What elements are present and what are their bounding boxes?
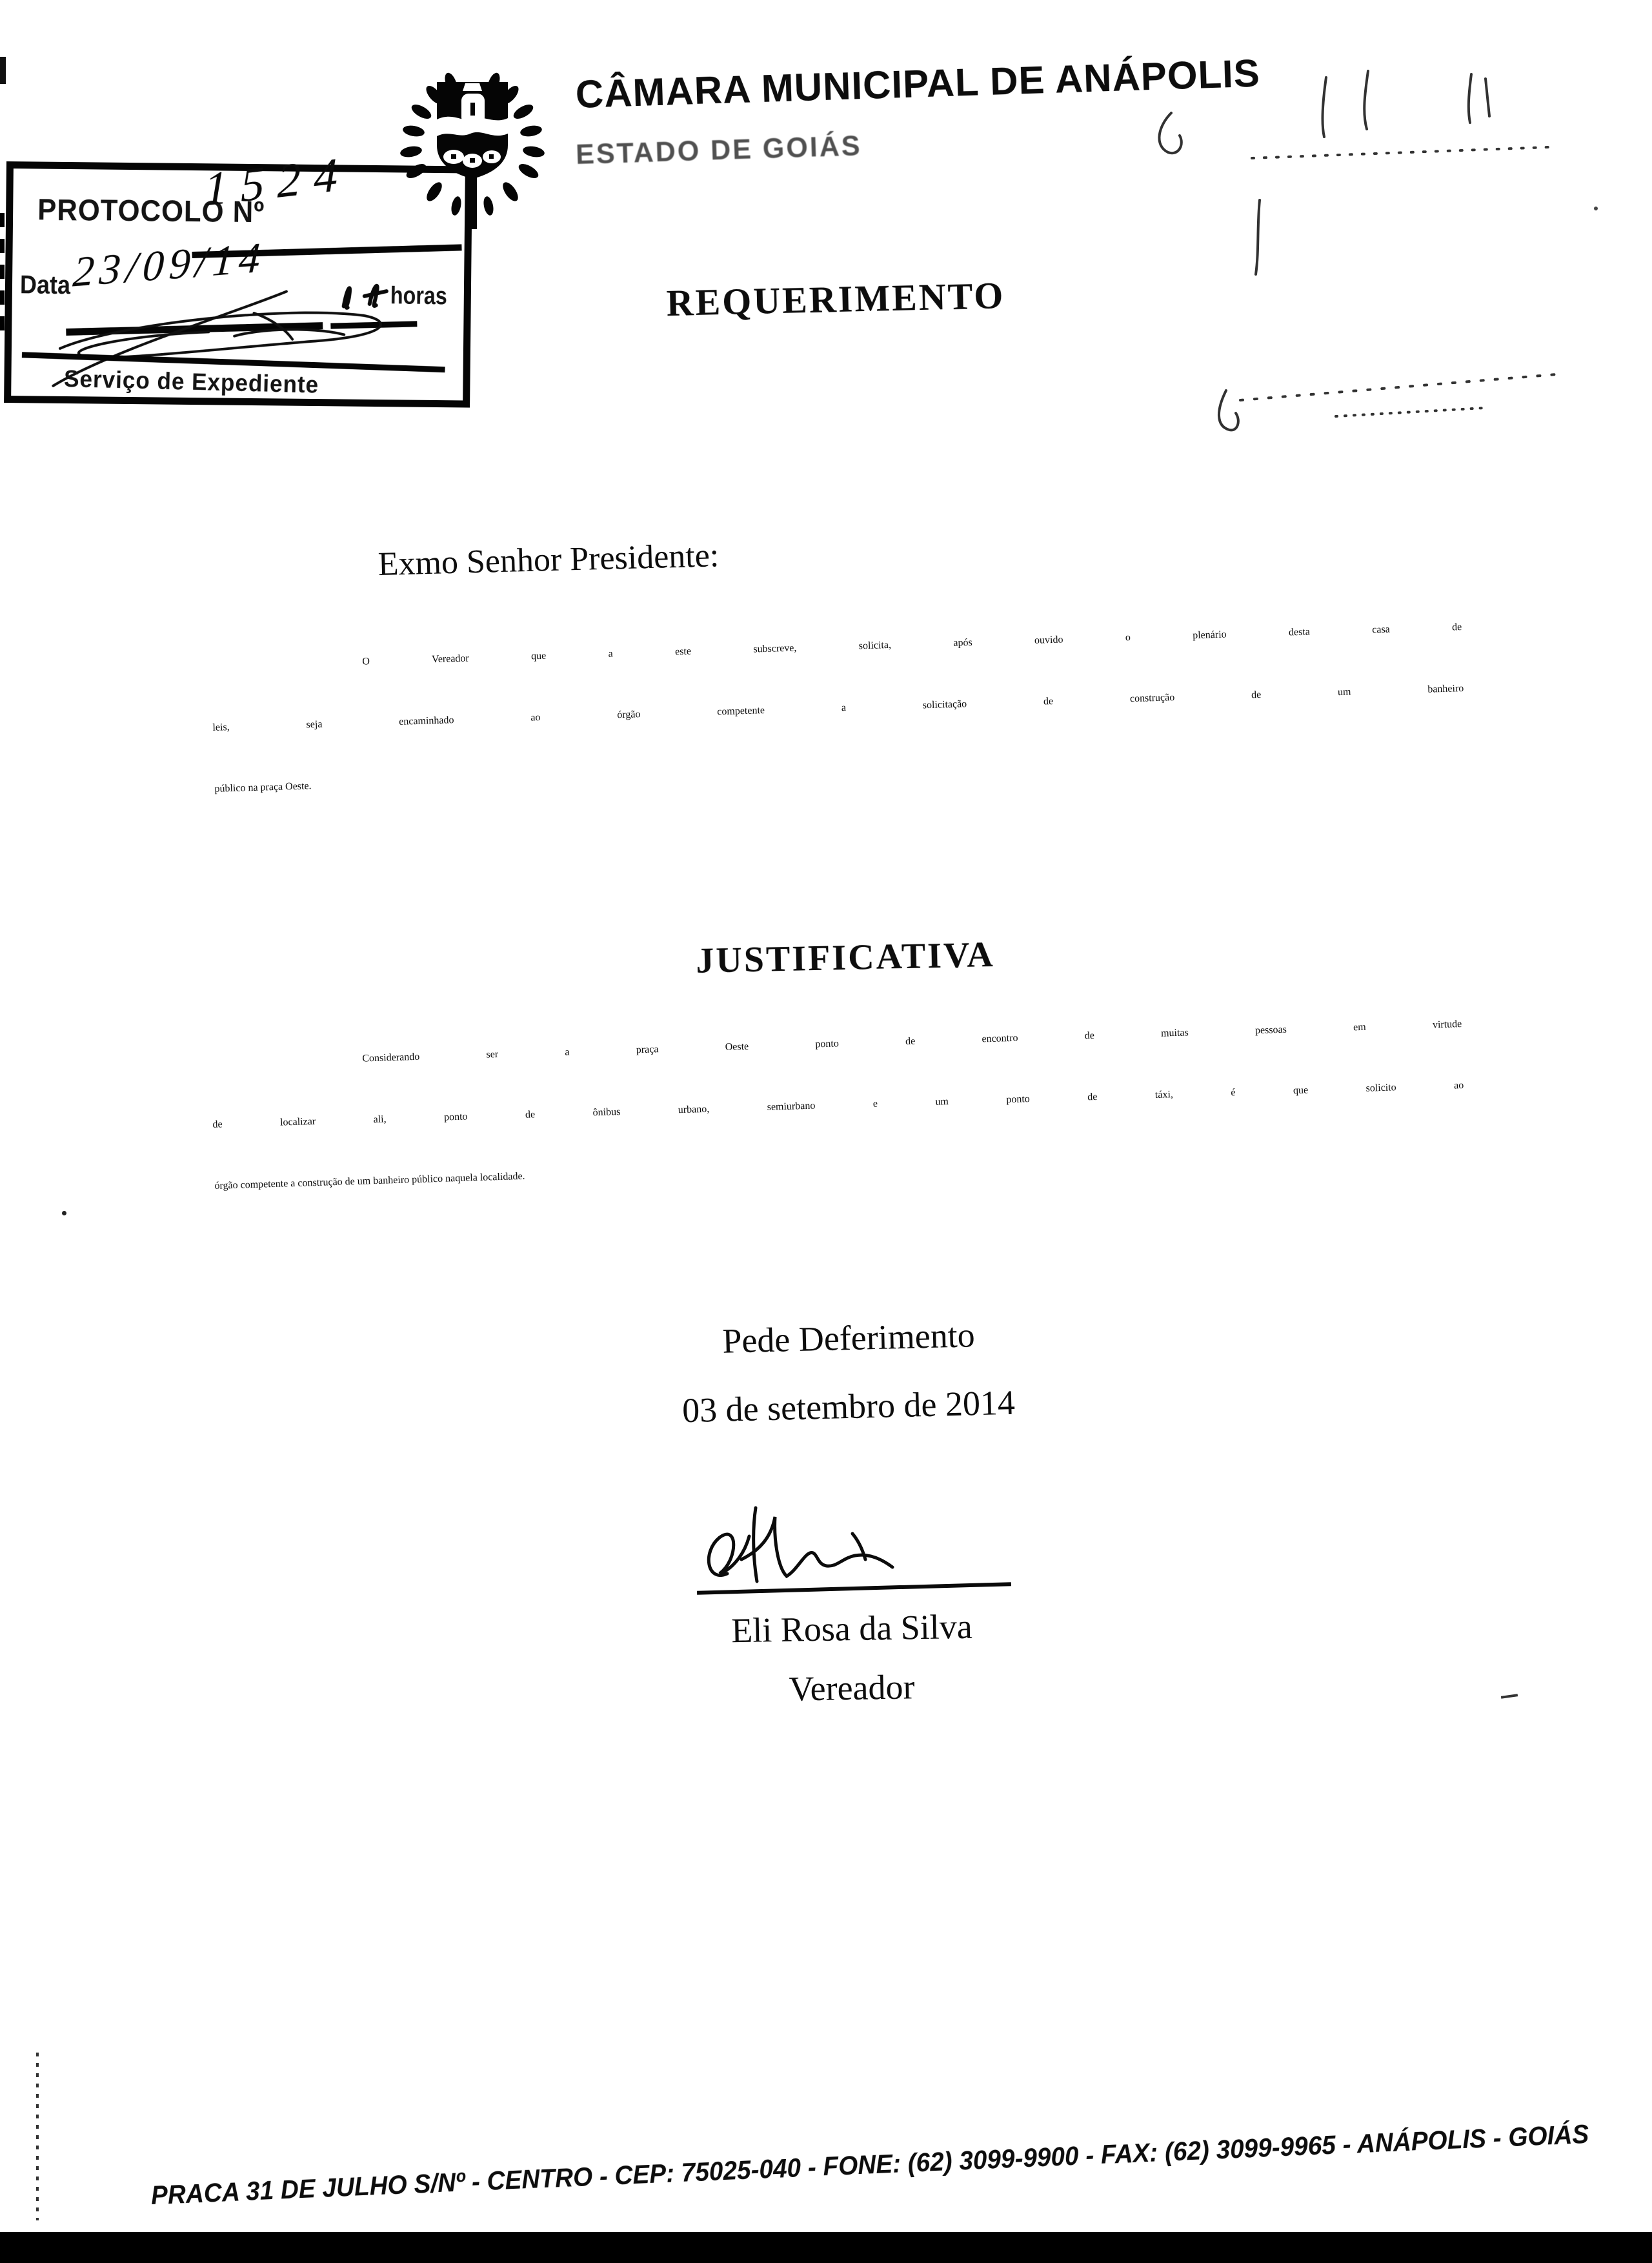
coat-of-arms-icon [397, 55, 565, 229]
footer-address [150, 2119, 1589, 2211]
scan-speck [62, 1211, 66, 1215]
org-title: CÂMARA MUNICIPAL DE ANÁPOLIS [574, 51, 1261, 117]
signer-title: Vereador [789, 1667, 915, 1709]
scan-edge-smudge [36, 2053, 39, 2220]
scan-black-bar [0, 2232, 1652, 2263]
request-line-3-text: público na praça Oeste. [214, 780, 312, 795]
closing-date: 03 de setembro de 2014 [681, 1383, 1016, 1430]
protocol-label: PROTOCOLO Nº [37, 192, 265, 229]
justification-line-3-text: órgão competente a construção de um banheiro público naquela localidade. [214, 1170, 525, 1192]
protocol-number-handwritten: 1524 [204, 147, 351, 217]
signer-name: Eli Rosa da Silva [730, 1607, 973, 1650]
salutation: Exmo Senhor Presidente: [378, 537, 720, 583]
closing-request: Pede Deferimento [721, 1315, 976, 1361]
scan-speck [1594, 207, 1598, 210]
stamp-date-handwritten: 23/09/14 [71, 234, 267, 296]
request-paragraph [210, 596, 1467, 820]
stamp-hours-label: horas [390, 282, 448, 310]
justification-line-1-text: Considerando ser a praça Oeste ponto de encontro de muitas pessoas em virtude [362, 1019, 1462, 1064]
org-subtitle: ESTADO DE GOIÁS [575, 130, 863, 171]
justification-paragraph [210, 993, 1467, 1217]
footer-address-text: PRACA 31 DE JULHO S/Nº - CENTRO - CEP: 75025-040 - FONE: (62) 3099-9900 - FAX: (62) 3099-9965 - ANÁPOLIS - GOIÁS [150, 2118, 1590, 2211]
request-line-1-text: O Vereador que a este subscreve, solicita, após ouvido o plenário desta casa de [362, 622, 1462, 667]
scan-edge-mark-left [0, 213, 5, 342]
justification-heading: JUSTIFICATIVA [695, 935, 996, 981]
pen-scribbles [1032, 39, 1600, 452]
justification-line-2-text: de localizar ali, ponto de ônibus urbano, semiurbano e um ponto de táxi, é que solicito ao [212, 1080, 1464, 1130]
document-title: REQUERIMENTO [665, 274, 1006, 324]
stamp-date-label: Data [19, 270, 71, 300]
request-line-2-text: leis, seja encaminhado ao órgão competente a solicitação de construção de um banheiro [212, 683, 1464, 733]
stamp-department-label: Serviço de Expediente [63, 365, 319, 398]
scan-edge-mark-top [0, 57, 6, 84]
